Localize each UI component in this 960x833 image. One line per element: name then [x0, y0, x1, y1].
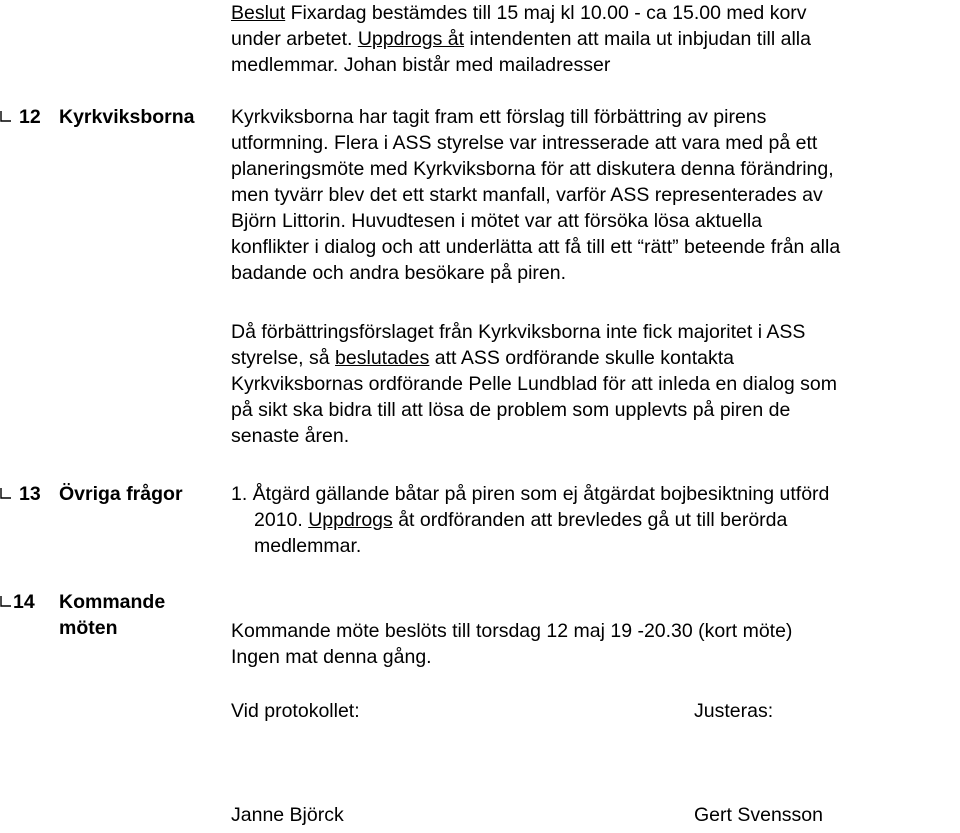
section-12-paragraph-1-line: Kyrkviksborna har tagit fram ett förslag till förbättring av pirens: [231, 106, 767, 128]
section-14-number: 14: [13, 591, 35, 613]
section-13-title: Övriga frågor: [59, 483, 183, 505]
section-12-marker-icon: [0, 110, 12, 122]
section-12-paragraph-2-line: Kyrkviksbornas ordförande Pelle Lundblad för att inleda en dialog som: [231, 373, 837, 395]
section-13-item-line: 1. Åtgärd gällande båtar på piren som ej åtgärdat bojbesiktning utförd: [231, 483, 830, 505]
section-14-marker-icon: [0, 595, 12, 607]
section-14-line: Ingen mat denna gång.: [231, 646, 432, 668]
section-14-title-line-1: Kommande: [59, 591, 166, 613]
decision-word: beslutades: [335, 347, 430, 369]
section-12-paragraph-2-line: senaste åren.: [231, 425, 350, 447]
section-12-paragraph-2-line: Då förbättringsförslaget från Kyrkviksborna inte fick majoritet i ASS: [231, 321, 806, 343]
section-14-title-line-2: möten: [59, 617, 118, 639]
section-13-item-line: 2010. Uppdrogs åt ordföranden att brevledes gå ut till berörda: [254, 509, 788, 531]
section-12-paragraph-1-line: planeringsmöte med Kyrkviksborna för att diskutera denna förändring,: [231, 158, 834, 180]
section-14-line: Kommande möte beslöts till torsdag 12 maj 19 -20.30 (kort möte): [231, 620, 793, 642]
intro-assignment-word: Uppdrogs åt: [357, 28, 465, 50]
section-12-number: 12: [19, 106, 41, 128]
section-12-title: Kyrkviksborna: [59, 106, 195, 128]
assignment-word: Uppdrogs: [308, 509, 393, 531]
section-13-number: 13: [19, 483, 41, 505]
section-12-paragraph-2-line: styrelse, så beslutades att ASS ordförande skulle kontakta: [231, 347, 734, 369]
section-12-paragraph-2-line: på sikt ska bidra till att lösa de problem som upplevts på piren de: [231, 399, 791, 421]
signature-left-name: Janne Björck: [231, 804, 344, 826]
intro-line-3: medlemmar. Johan bistår med mailadresser: [231, 54, 611, 76]
intro-line-2: under arbetet. Uppdrogs åt intendenten att maila ut inbjudan till alla: [231, 28, 811, 50]
section-12-paragraph-1-line: utformning. Flera i ASS styrelse var intresserade att vara med på ett: [231, 132, 818, 154]
section-12-paragraph-1-line: badande och andra besökare på piren.: [231, 262, 567, 284]
signature-right-name: Gert Svensson: [694, 804, 823, 826]
section-12-paragraph-1-line: Björn Littorin. Huvudtesen i mötet var att försöka lösa aktuella: [231, 210, 763, 232]
signature-left-label: Vid protokollet:: [231, 700, 360, 722]
section-13-item-line: medlemmar.: [254, 535, 362, 557]
section-12-paragraph-1-line: men tyvärr blev det ett starkt manfall, varför ASS representerades av: [231, 184, 823, 206]
section-12-paragraph-1-line: konflikter i dialog och att underlätta att få till ett “rätt” beteende från alla: [231, 236, 841, 258]
signature-right-label: Justeras:: [694, 700, 774, 722]
section-13-marker-icon: [0, 487, 12, 499]
intro-decision-word: Beslut: [231, 2, 286, 24]
intro-line-1: Beslut Fixardag bestämdes till 15 maj kl 10.00 - ca 15.00 med korv: [231, 2, 807, 24]
